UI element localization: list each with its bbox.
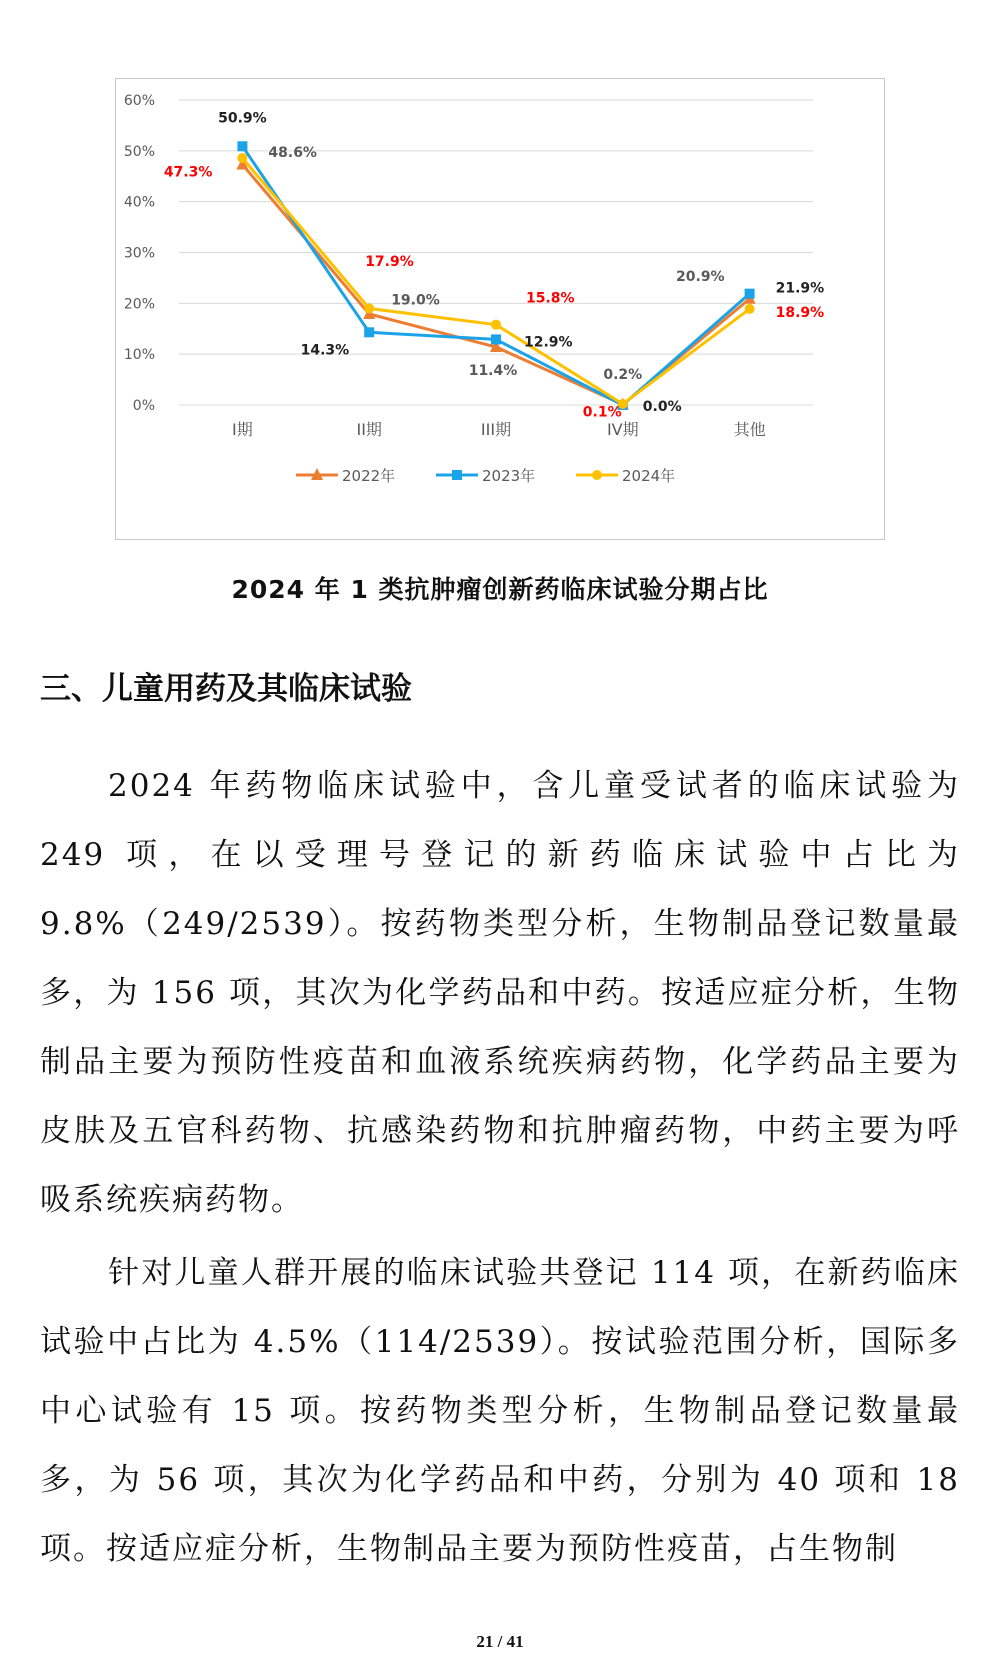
data-point bbox=[491, 320, 501, 330]
data-label: 14.3% bbox=[300, 342, 350, 359]
section-heading: 三、儿童用药及其临床试验 bbox=[40, 671, 412, 707]
data-label: 48.6% bbox=[268, 144, 317, 161]
data-point bbox=[364, 327, 374, 337]
data-point bbox=[745, 304, 755, 314]
x-tick-label: 其他 bbox=[733, 420, 766, 439]
data-label: 19.0% bbox=[391, 292, 440, 309]
data-point bbox=[745, 289, 755, 299]
chart-container bbox=[115, 78, 885, 540]
data-label: 47.3% bbox=[163, 164, 213, 181]
y-tick-label: 30% bbox=[123, 245, 155, 262]
data-point bbox=[237, 141, 247, 151]
paragraph-2-text: 针对儿童人群开展的临床试验共登记 114 项，在新药临床试验中占比为 4.5%（114/2539）。按试验范围分析，国际多中心试验有 15 项。按药物类型分析，生物制品登记数量最多，为 56 项，其次为化学药品和中药，分别为 40 项和 18 项。按适应症分析，生物制品主要为预防性疫苗，占生物制 bbox=[40, 1255, 960, 1567]
data-label: 50.9% bbox=[218, 110, 267, 127]
data-label: 21.9% bbox=[775, 280, 825, 297]
data-point bbox=[237, 153, 247, 163]
page-number: 21 / 41 bbox=[476, 1632, 524, 1651]
data-label: 20.9% bbox=[676, 268, 725, 285]
y-tick-label: 40% bbox=[123, 194, 155, 211]
legend-marker bbox=[592, 470, 602, 480]
data-label: 18.9% bbox=[775, 304, 825, 321]
data-point bbox=[491, 334, 501, 344]
data-label: 15.8% bbox=[526, 290, 575, 307]
legend-label: 2024年 bbox=[622, 467, 676, 485]
data-label: 17.9% bbox=[365, 254, 414, 271]
legend-marker bbox=[452, 470, 462, 480]
paragraph-1-text: 2024 年药物临床试验中，含儿童受试者的临床试验为 249 项，在以受理号登记的新药临床试验中占比为 9.8%（249/2539）。按药物类型分析，生物制品登记数量最多，为 156 项，其次为化学药品和中药。按适应症分析，生物制品主要为预防性疫苗和血液系统疾病药物，化学药品主要为皮肤及五官科药物、抗感染药物和抗肿瘤药物，中药主要为呼吸系统疾病药物。 bbox=[40, 768, 960, 1218]
data-point bbox=[364, 303, 374, 313]
figure-caption: 2024 年 1 类抗肿瘤创新药临床试验分期占比 bbox=[231, 575, 769, 604]
y-tick-label: 50% bbox=[123, 143, 155, 160]
line-chart bbox=[116, 79, 886, 541]
data-label: 0.1% bbox=[582, 404, 622, 421]
paragraph-2 bbox=[40, 1239, 960, 1584]
y-tick-label: 10% bbox=[123, 347, 155, 364]
data-label: 0.2% bbox=[603, 366, 643, 383]
y-tick-label: 0% bbox=[132, 398, 155, 414]
data-label: 0.0% bbox=[642, 399, 682, 415]
data-label: 12.9% bbox=[524, 334, 573, 351]
x-tick-label: III期 bbox=[480, 420, 512, 439]
paragraph-1 bbox=[40, 752, 960, 1235]
data-label: 11.4% bbox=[468, 363, 518, 380]
x-tick-label: IV期 bbox=[606, 420, 639, 439]
y-tick-label: 60% bbox=[123, 93, 155, 109]
legend-label: 2022年 bbox=[342, 467, 396, 485]
legend-label: 2023年 bbox=[482, 467, 536, 485]
y-tick-label: 20% bbox=[123, 296, 155, 313]
x-tick-label: I期 bbox=[232, 420, 253, 439]
x-tick-label: II期 bbox=[356, 420, 382, 439]
